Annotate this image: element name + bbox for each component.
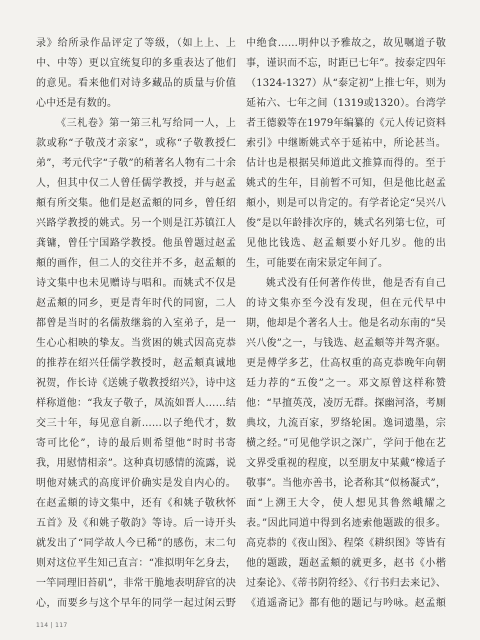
right-text-column [246,34,446,614]
left-text-column [36,34,236,614]
paragraph-right-2: 姚式没有任何著作传世，他是否有自己的诗文集亦至今没有发现，但在元代早中期，他却是个著名人士。他是名动东南的“吴兴八俊”之一，与钱选、赵孟頫等并驾齐驱。更是傅学多艺，仕高权重的高克恭晚年向朝廷力荐的“五俊”之一。邓文原曾这样称赞他：“早擅英茂，凌厉无群。探幽河洛，考厕典坟，九流百家，罗络轮囷。逸词遗墨，宗横之经。”可见他学识之深广，学问于他在艺文界受重视的程度，以至朋友中某戴“橡适子敬事”。当他亦善书，论者称其“似杨凝式”，面“上溯王大令，使人想见其鲁然峨耀之表。”因此同道中得到名迹索他题跋的很多。高克恭的《夜山图》、程棨《耕织图》等皆有他的题跋，题赵孟頫的就更多，赵书《小楷过秦论》、《蒂书阴符经》、《行书归去来记》、《逍遥斋记》都有他的题记与吟咏。赵孟頫 [246,278,446,609]
page-number: 114 | 117 [36,622,68,629]
paragraph-left-2: 《三札卷》第一第三札写给同一人，上款或称“子敬茂才亲家”，或称“子敬教授仁弟”，考元代字“子敬”的稍著名人物有二十余人，但其中仅二人曾任儒学教授，并与赵孟頫有所交集。他们是赵孟頫的同乡，曾任绍兴路学教授的姚式。另一个则是江苏镇江人龚镛，曾任宁国路学教授。他虽曾题过赵孟頫的画作，但二人的交往并不多，赵孟頫的诗文集中也未见赠诗与唱和。而姚式不仅是赵孟頫的同乡，更是青年时代的同窗，二人都曾是当时的名儒敖继翁的入室弟子，是一生心心相映的挚友。当赏困的姚式因高克恭的推荐在绍兴任儒学教授时，赵孟頫真诚地祝贺，作长诗《送姚子敬教授绍兴》，诗中这样称道他：“我友子敬子，凤流如晋人……结交三十年，每见意自新……以子绝代才，数寄可比伦”，诗的最后则希望他“时时书寄我，用慰情相亲”。这种真切感情的流露，说明他对姚式的高度评价确实是发自内心的。在赵孟頫的诗文集中，还有《和姚子敬秋怀五首》及《和姚子敬韵》等诗。后一诗开头就发出了“同学故人今已稀”的感伤，末二句则对这位平生知己直言：“准拟明年乞身去，一竿同理旧苔矶”，非常干脆地表明辞官的决心，而要乡与这个早年的同学一起过闲云野 [36,118,236,609]
paragraph-right-1: 中绝食……明仲以予雅故之，故见嘱道子敬事，谨识而不忘，时距已七年”。按泰定四年（1324-1327）从“泰定初”上推七年，则为延祐六、七年之间（1319或1320）。台湾学者王德毅等在1979年编纂的《元人传记资料索引》中继断姚式卒于延祐中，所论甚当。估计也是根据吴师道此文推算而得的。至于姚式的生年，目前暂不可知，但是他比赵孟頫小，则是可以肯定的。有学者论定“吴兴八俊”是以年龄排次序的，姚式名列第七位，可见他比钱选、赵孟頫要小好几岁。他的出生，可能要在南宋景定年间了。 [246,38,446,269]
paragraph-left-1: 录》给所录作品评定了等级，（如上上、上中、中等）更以宜统复印的多重表达了他们的意见。看来他们对诗多藏品的质量与价值心中还是有数的。 [36,38,236,109]
